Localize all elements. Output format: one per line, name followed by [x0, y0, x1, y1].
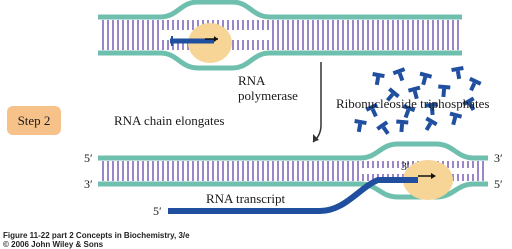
rna-polymerase-label-line2: polymerase [238, 88, 298, 103]
figure-caption: Figure 11-22 part 2 Concepts in Biochemistry, 3/e [3, 231, 190, 240]
step-badge [7, 106, 61, 135]
top-dna-helix [98, 2, 462, 68]
nucleotide-icon [371, 72, 385, 86]
nucleotide-icon [376, 120, 393, 137]
prime-mid-right: 5′ [494, 177, 503, 191]
prime-mid-left: 3′ [84, 177, 93, 191]
nucleotide-icon [417, 72, 432, 87]
nucleotide-icon [421, 117, 437, 133]
nucleotide-icon [353, 119, 367, 133]
nucleotide-icon [451, 66, 465, 80]
rna-chain-elongates-label: RNA chain elongates [114, 113, 225, 128]
prime-top-right: 3′ [494, 151, 503, 165]
step-label: Step 2 [17, 112, 51, 128]
prime-bubble: 3′ [401, 159, 410, 173]
nucleotide-icon [466, 77, 482, 93]
rna-polymerase-label-line1: RNA [238, 73, 266, 88]
process-arrow [313, 62, 321, 142]
nucleotide-icon [395, 119, 408, 132]
copyright-line: © 2006 John Wiley & Sons [3, 240, 104, 249]
prime-bottom-left: 5′ [153, 204, 162, 218]
top-rna-polymerase [170, 23, 232, 63]
rna-transcript-label: RNA transcript [206, 191, 286, 206]
nucleotide-icon [393, 67, 408, 82]
nucleotide-icon [447, 112, 462, 127]
prime-top-left: 5′ [84, 151, 93, 165]
ribonucleoside-triphosphates-label: Ribonucleoside triphosphates [336, 96, 490, 111]
